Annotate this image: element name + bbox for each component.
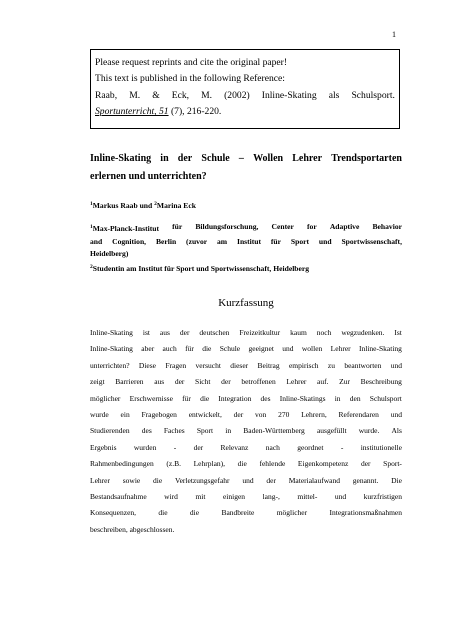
abstract-word: (z.B. [166,459,181,469]
abstract-body [90,325,402,538]
affiliation-2: $^2$Studentin am Institut für Sport und Sportwissenschaft, Heidelberg [90,264,310,273]
abstract-word: Integration [218,393,252,403]
abstract-word: beantworten [344,360,382,370]
abstract-word: kurzfristigen [363,491,402,501]
abstract-word: ein [120,409,130,419]
abstract-word: für [185,344,194,354]
abstract-word: empirisch [288,360,319,370]
abstract-word: Inline-Skating [90,328,133,337]
abstract-word: Inline-Skating [90,344,133,354]
abstract-word: Lehrer [90,475,110,485]
abstract-line [90,456,402,472]
abstract-word: unterrichten? [90,360,130,370]
abstract-word: Fragen [165,360,187,370]
abstract-word: Lehrern, [301,409,327,419]
abstract-word: Bestandsaufnahme [90,491,147,501]
abstract-word: Bandbreite [221,508,255,518]
abstract-word: Sicht [195,377,211,387]
abstract-word: wegzudenken. [341,328,385,337]
abstract-word: in [334,393,341,403]
abstract-word: Sport [196,426,214,436]
abstract-word: wurde [90,409,109,419]
abstract-word: möglicher [276,508,308,518]
abstract-word: wird [164,491,178,501]
published-notice-line: This text is published in the following Reference: [95,73,285,85]
author-1: Markus Raab und [92,201,155,210]
abstract-word: von [255,409,267,419]
abstract-word: der [360,459,371,469]
abstract-word: die [153,475,163,485]
abstract-word: und [390,409,402,419]
abstract-word: fehlende [259,459,286,469]
reprint-request-line: Please request reprints and cite the original paper! [95,57,288,68]
abstract-word: Sport- [383,459,402,469]
abstract-word: die [189,508,200,518]
abstract-word: lang-, [262,491,280,501]
abstract-word: Fragebogen [141,409,177,419]
abstract-word: Die [391,475,402,485]
citation-authors-line: Raab, M. & Eck, M. (2002) Inline-Skating als Schulsport. [95,89,395,101]
abstract-word: betroffenen [241,377,276,387]
abstract-line [90,325,402,341]
abstract-word: ist [142,328,150,337]
citation-pages: (7), 216-220. [168,106,222,118]
abstract-line: beschreiben, abgeschlossen. [90,524,175,534]
abstract-word: einigen [222,491,246,501]
abstract-word: wurde. [358,426,380,436]
abstract-word: - [173,442,177,452]
abstract-word: für [182,393,191,403]
kurzfassung-heading: Kurzfassung [218,297,274,309]
abstract-word: institutionelle [360,442,402,452]
abstract-word: und [390,360,402,370]
abstract-line [90,473,402,489]
abstract-word: der [193,442,204,452]
abstract-line [90,358,402,374]
abstract-line [90,489,402,505]
abstract-word: Studierenden [90,426,130,436]
abstract-word: aus [154,377,165,387]
abstract-word: der [221,377,231,387]
abstract-word: Inline-Skatings [279,393,326,403]
title-line-1: Inline-Skating in der Schule – Wollen Lehrer Trendsportarten [90,153,402,164]
affiliation-1: $^1$Max-Planck-Institut für Bildungsforschung, Center for Adaptive Behavior and Cognition, Berlin (zuvor am Institut für Sport und Sportwissenschaft, Heidelberg) [90,222,402,259]
abstract-word: Erschwernisse [129,393,173,403]
abstract-word: noch [316,328,332,337]
abstract-word: ausgefüllt [316,426,347,436]
abstract-word: Lehrer [330,344,351,354]
journal-name: Sportunterricht, 51 [95,106,169,118]
abstract-word: die [158,508,168,518]
abstract-word: und [334,491,347,501]
abstract-word: entwickelt, [188,409,222,419]
abstract-word: der [174,377,185,387]
abstract-word: Ist [394,328,402,337]
abstract-word: Ergebnis [90,442,117,452]
abstract-word: Inline-Skating [359,344,402,354]
page-number: 1 [392,30,396,39]
abstract-word: des [260,393,271,403]
abstract-word: die [237,459,247,469]
abstract-word: Freizeitkultur [239,328,281,337]
abstract-word: Integrationsmaßnahmen [329,508,402,518]
abstract-word: aber [141,344,155,354]
reference-box [90,49,400,129]
abstract-word: Baden-Württemberg [243,426,305,436]
abstract-word: Schule [219,344,241,354]
abstract-word: Materialaufwand [288,475,340,485]
abstract-line [90,391,402,407]
author-2: Marina Eck [156,201,196,210]
abstract-line [90,505,402,521]
abstract-word: mit [195,491,206,501]
abstract-word: Konsequenzen, [90,508,137,518]
abstract-word: Zur [339,377,350,387]
abstract-word: Relevanz [220,442,249,452]
abstract-word: die [202,344,212,354]
abstract-word: sowie [122,475,141,485]
abstract-word: Referendaren [338,409,379,419]
abstract-line [90,423,402,439]
abstract-word: des [141,426,152,436]
abstract-word: geeignet [248,344,274,354]
abstract-word: versucht [195,360,221,370]
abstract-word: wollen [301,344,323,354]
author-list: $^1$Markus Raab und $^2$Marina Eck [90,201,196,210]
abstract-word: mittel- [297,491,318,501]
abstract-word: der [179,328,190,337]
abstract-word: zeigt [90,377,105,387]
abstract-word: Lehrplan), [193,459,226,469]
abstract-word: Eigenkompetenz [297,459,349,469]
abstract-word: Barrieren [115,377,144,387]
abstract-word: Faches [163,426,185,436]
abstract-word: wurden [133,442,157,452]
abstract-word: und [282,344,294,354]
abstract-word: Verletzungsgefahr [175,475,230,485]
abstract-line [90,341,402,357]
abstract-word: Schulsport [369,393,402,403]
paper-title [90,150,402,186]
abstract-word: nach [265,442,280,452]
abstract-word: den [349,393,361,403]
abstract-word: Diese [138,360,156,370]
abstract-word: Als [391,426,402,436]
abstract-line [90,440,402,456]
abstract-word: der [233,409,244,419]
abstract-word: genannt. [352,475,379,485]
abstract-word: geordnet [297,442,324,452]
abstract-word: aus [159,328,170,337]
abstract-line [90,407,402,423]
abstract-word: der [266,475,276,485]
abstract-word: Beitrag [257,360,280,370]
abstract-word: auch [162,344,177,354]
abstract-word: die [200,393,210,403]
abstract-word: 270 [278,409,290,419]
abstract-word: kaum [290,328,307,337]
abstract-word: - [340,442,344,452]
abstract-word: möglicher [90,393,121,403]
abstract-word: Lehrer [286,377,307,387]
abstract-word: Beschreibung [360,377,402,387]
abstract-word: zu [327,360,335,370]
abstract-word: und [242,475,254,485]
abstract-word: Rahmenbedingungen [90,459,154,469]
abstract-line [90,374,402,390]
citation-journal-line [95,104,395,120]
title-line-2: erlernen und unterrichten? [90,171,207,182]
abstract-word: in [225,426,232,436]
abstract-word: auf. [317,377,329,387]
abstract-word: deutschen [199,328,230,337]
abstract-word: dieser [230,360,249,370]
